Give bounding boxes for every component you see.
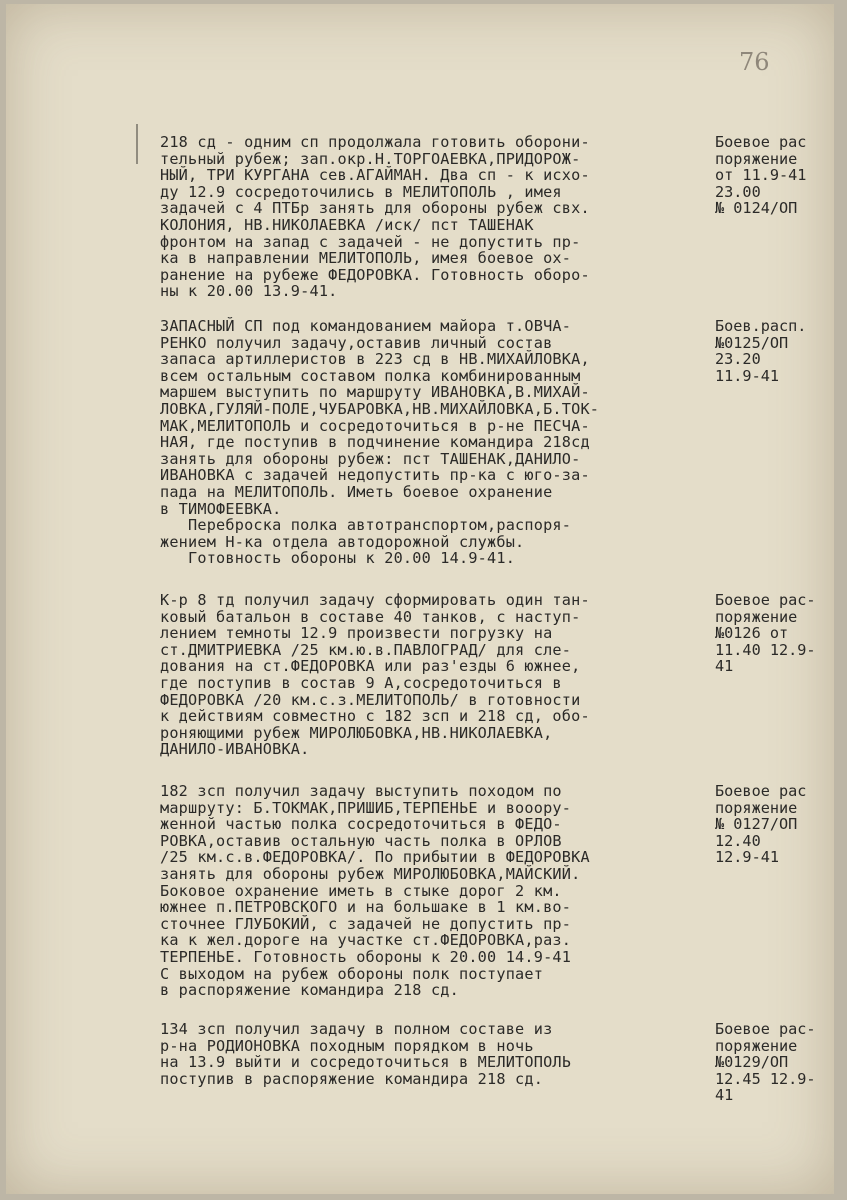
- note-line: Боевое рас: [715, 782, 807, 800]
- text-line: фронтом на запад с задачей - не допустить пр-: [160, 232, 581, 251]
- text-line: 218 сд - одним сп продолжала готовить оборони-: [160, 133, 590, 151]
- order-reference-note: [715, 134, 835, 217]
- text-line: /25 км.с.в.ФЕДОРОВКА/. По прибытии в ФЕДОРОВКА: [160, 848, 590, 867]
- text-line: ДАНИЛО-ИВАНОВКА.: [160, 740, 310, 759]
- text-line: ИВАНОВКА с задачей недопустить пр-ка с юго-за-: [160, 466, 590, 485]
- text-line: занять для обороны рубеж МИРОЛЮБОВКА,МАЙСКИЙ.: [160, 864, 581, 883]
- order-reference-note: [715, 1021, 835, 1104]
- text-line: Боковое охранение иметь в стыке дорог 2 км.: [160, 881, 562, 900]
- note-line: Боевое рас: [715, 133, 807, 151]
- text-line: ТЕРПЕНЬЕ. Готовность обороны к 20.00 14.9-41: [160, 947, 572, 966]
- text-line: задачей с 4 ПТБр занять для обороны рубеж свх.: [160, 199, 590, 218]
- text-line: р-на РОДИОНОВКА походным порядком в ночь: [160, 1036, 534, 1055]
- text-line: РОВКА,оставив остальную часть полка в ОРЛОВ: [160, 831, 562, 850]
- text-line: поступив в распоряжение командира 218 сд.: [160, 1069, 544, 1088]
- text-line: маршруту: Б.ТОКМАК,ПРИШИБ,ТЕРПЕНЬЕ и вооору-: [160, 798, 572, 817]
- note-line: Боевое рас-: [715, 1020, 816, 1038]
- note-line: 12.45 12.9-: [715, 1069, 816, 1088]
- note-line: № 0127/ОП: [715, 815, 798, 834]
- text-line: роняющими рубеж МИРОЛЮБОВКА,НВ.НИКОЛАЕВКА,: [160, 723, 553, 742]
- text-line: жением Н-ка отдела автодорожной службы.: [160, 532, 525, 551]
- note-line: №0125/ОП: [715, 333, 789, 352]
- note-line: №0129/ОП: [715, 1053, 789, 1072]
- text-line: женной частью полка сосредоточиться в ФЕДО-: [160, 815, 562, 834]
- text-line: в распоряжение командира 218 сд.: [160, 981, 459, 1000]
- text-line: всем остальным составом полка комбинированным: [160, 366, 581, 385]
- text-line: тельный рубеж; зап.окр.Н.ТОРГОАЕВКА,ПРИДОРОЖ-: [160, 149, 581, 168]
- note-line: 11.9-41: [715, 366, 780, 385]
- text-line: НЫЙ, ТРИ КУРГАНА сев.АГАЙМАН. Два сп - к исхо-: [160, 166, 590, 185]
- note-line: 41: [715, 657, 734, 676]
- note-line: 11.40 12.9-: [715, 640, 816, 659]
- note-line: 23.00: [715, 182, 761, 201]
- text-line: РЕНКО получил задачу,оставив личный состав: [160, 333, 553, 352]
- entry-text: [160, 592, 695, 758]
- text-line: ду 12.9 сосредоточились в МЕЛИТОПОЛЬ , имея: [160, 182, 562, 201]
- text-line: ны к 20.00 13.9-41.: [160, 282, 338, 301]
- note-line: поряжение: [715, 1036, 798, 1055]
- text-line: ФЕДОРОВКА /20 км.с.з.МЕЛИТОПОЛЬ/ в готовности: [160, 690, 581, 709]
- text-line: ранение на рубеже ФЕДОРОВКА. Готовность оборо-: [160, 265, 590, 284]
- note-line: Боевое рас-: [715, 591, 816, 609]
- text-line: Переброска полка автотранспортом,распоря-: [160, 516, 572, 535]
- order-reference-note: [715, 318, 835, 384]
- note-line: от 11.9-41: [715, 166, 807, 185]
- note-line: 41: [715, 1086, 734, 1105]
- entry-text: [160, 134, 695, 300]
- note-line: поряжение: [715, 798, 798, 817]
- entry-text: [160, 318, 695, 567]
- text-line: НАЯ, где поступив в подчинение командира 218сд: [160, 433, 590, 452]
- text-line: занять для обороны рубеж: пст ТАШЕНАК,ДАНИЛО-: [160, 449, 581, 468]
- text-line: ЗАПАСНЫЙ СП под командованием майора т.ОВЧА-: [160, 317, 572, 335]
- text-line: на 13.9 выйти и сосредоточиться в МЕЛИТОПОЛЬ: [160, 1053, 572, 1072]
- text-line: ковый батальон в составе 40 танков, с наступ-: [160, 607, 581, 626]
- note-line: 12.9-41: [715, 848, 780, 867]
- text-line: маршем выступить по маршруту ИВАНОВКА,В.МИХАЙ-: [160, 383, 590, 402]
- note-line: Боев.расп.: [715, 317, 807, 335]
- text-line: КОЛОНИЯ, НВ.НИКОЛАЕВКА /иск/ пст ТАШЕНАК: [160, 215, 534, 234]
- note-line: 23.20: [715, 350, 761, 369]
- text-line: ЛОВКА,ГУЛЯЙ-ПОЛЕ,ЧУБАРОВКА,НВ.МИХАЙЛОВКА,Б.ТОК-: [160, 399, 600, 418]
- note-line: поряжение: [715, 607, 798, 626]
- text-line: 134 зсп получил задачу в полном составе из: [160, 1020, 553, 1038]
- text-line: в ТИМОФЕЕВКА.: [160, 499, 282, 518]
- entry-text: [160, 1021, 695, 1087]
- text-line: Готовность обороны к 20.00 14.9-41.: [160, 549, 516, 568]
- note-line: поряжение: [715, 149, 798, 168]
- text-line: ст.ДМИТРИЕВКА /25 км.ю.в.ПАВЛОГРАД/ для сле-: [160, 640, 572, 659]
- text-line: лением темноты 12.9 произвести погрузку на: [160, 624, 553, 643]
- text-line: К-р 8 тд получил задачу сформировать один тан-: [160, 591, 590, 609]
- text-line: ка к жел.дороге на участке ст.ФЕДОРОВКА,раз.: [160, 931, 572, 950]
- text-line: южнее п.ПЕТРОВСКОГО и на большаке в 1 км.во-: [160, 898, 572, 917]
- note-line: № 0124/ОП: [715, 199, 798, 218]
- page-number: 76: [739, 48, 770, 76]
- note-line: 12.40: [715, 831, 761, 850]
- text-line: запаса артиллеристов в 223 сд в НВ.МИХАЙЛОВКА,: [160, 350, 590, 369]
- text-line: пада на МЕЛИТОПОЛЬ. Иметь боевое охранение: [160, 482, 553, 501]
- text-line: ка в направлении МЕЛИТОПОЛЬ, имея боевое ох-: [160, 249, 572, 268]
- margin-mark: [136, 124, 138, 164]
- note-line: №0126 от: [715, 624, 789, 643]
- text-line: МАК,МЕЛИТОПОЛЬ и сосредоточиться в р-не ПЕСЧА-: [160, 416, 590, 435]
- order-reference-note: [715, 592, 835, 675]
- order-reference-note: [715, 783, 835, 866]
- text-line: где поступив в состав 9 А,сосредоточиться в: [160, 673, 562, 692]
- text-line: С выходом на рубеж обороны полк поступает: [160, 964, 544, 983]
- text-line: к действиям совместно с 182 зсп и 218 сд, обо-: [160, 707, 590, 726]
- text-line: 182 зсп получил задачу выступить походом по: [160, 782, 562, 800]
- entry-text: [160, 783, 695, 999]
- text-line: сточнее ГЛУБОКИЙ, с задачей не допустить пр-: [160, 914, 572, 933]
- text-line: дования на ст.ФЕДОРОВКА или раз'езды 6 южнее,: [160, 657, 581, 676]
